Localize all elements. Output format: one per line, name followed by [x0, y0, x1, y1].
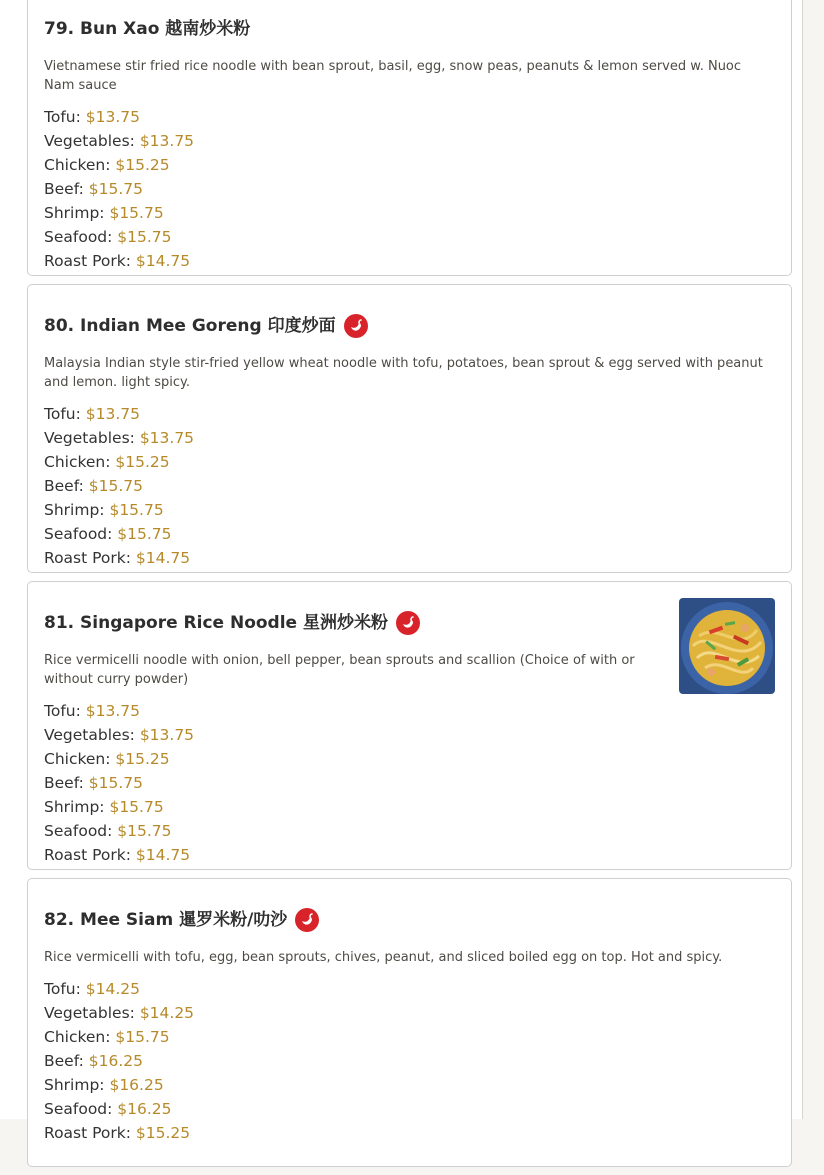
option-price: $15.75 [109, 798, 164, 816]
option-label: Chicken: [44, 1028, 111, 1046]
option-label: Tofu: [44, 980, 81, 998]
option-price: $15.75 [117, 822, 172, 840]
option-price: $16.25 [88, 1052, 144, 1070]
option-label: Shrimp: [44, 798, 105, 816]
menu-item-list [27, 0, 792, 1175]
menu-item-title-text: 80. Indian Mee Goreng 印度炒面 [44, 316, 336, 336]
price-option[interactable] [44, 1121, 775, 1145]
option-price: $15.75 [88, 774, 144, 792]
price-list [44, 699, 775, 867]
chili-icon [396, 611, 420, 635]
option-price: $15.25 [115, 156, 170, 174]
option-label: Tofu: [44, 405, 81, 423]
option-label: Roast Pork: [44, 549, 131, 567]
menu-item-title [44, 313, 775, 339]
price-option[interactable] [44, 723, 775, 747]
price-option[interactable] [44, 747, 775, 771]
option-label: Shrimp: [44, 501, 105, 519]
option-label: Vegetables: [44, 132, 135, 150]
price-option[interactable] [44, 795, 775, 819]
menu-item-card[interactable] [27, 284, 792, 573]
option-price: $15.75 [115, 1028, 170, 1046]
option-price: $14.75 [135, 252, 191, 270]
option-label: Shrimp: [44, 1076, 105, 1094]
option-price: $16.25 [109, 1076, 164, 1094]
chili-icon [295, 908, 319, 932]
option-label: Beef: [44, 774, 84, 792]
option-label: Chicken: [44, 453, 111, 471]
option-price: $14.75 [135, 846, 191, 864]
menu-item-description: Malaysia Indian style stir-fried yellow wheat noodle with tofu, potatoes, bean sprout & egg served with peanut and lemon. light spicy. [44, 356, 763, 390]
price-option[interactable] [44, 426, 775, 450]
price-option[interactable] [44, 129, 775, 153]
option-price: $14.75 [135, 549, 191, 567]
price-option[interactable] [44, 1049, 775, 1073]
option-label: Beef: [44, 180, 84, 198]
option-price: $13.75 [85, 108, 141, 126]
price-option[interactable] [44, 977, 775, 1001]
price-option[interactable] [44, 843, 775, 867]
option-price: $15.75 [109, 204, 164, 222]
menu-item-description: Rice vermicelli with tofu, egg, bean sprouts, chives, peanut, and sliced boiled egg on top. Hot and spicy. [44, 950, 723, 965]
price-option[interactable] [44, 249, 775, 273]
option-price: $13.75 [85, 702, 141, 720]
option-label: Beef: [44, 477, 84, 495]
option-label: Seafood: [44, 525, 113, 543]
menu-item-description: Rice vermicelli noodle with onion, bell pepper, bean sprouts and scallion (Choice of with or without curry powder) [44, 653, 635, 687]
option-label: Vegetables: [44, 726, 135, 744]
option-price: $15.75 [109, 501, 164, 519]
option-price: $13.75 [85, 405, 141, 423]
option-label: Beef: [44, 1052, 84, 1070]
option-label: Seafood: [44, 1100, 113, 1118]
price-option[interactable] [44, 546, 775, 570]
option-label: Shrimp: [44, 204, 105, 222]
price-option[interactable] [44, 498, 775, 522]
option-price: $14.25 [85, 980, 141, 998]
option-price: $16.25 [117, 1100, 172, 1118]
price-list [44, 977, 775, 1145]
option-label: Chicken: [44, 156, 111, 174]
option-label: Roast Pork: [44, 846, 131, 864]
option-label: Seafood: [44, 822, 113, 840]
option-price: $13.75 [139, 132, 195, 150]
price-option[interactable] [44, 699, 775, 723]
option-label: Vegetables: [44, 429, 135, 447]
dish-photo[interactable] [679, 598, 775, 694]
price-option[interactable] [44, 1001, 775, 1025]
price-option[interactable] [44, 771, 775, 795]
price-option[interactable] [44, 402, 775, 426]
price-option[interactable] [44, 474, 775, 498]
price-option[interactable] [44, 522, 775, 546]
option-price: $15.25 [115, 453, 170, 471]
price-option[interactable] [44, 153, 775, 177]
option-label: Vegetables: [44, 1004, 135, 1022]
option-price: $15.75 [88, 477, 144, 495]
option-price: $14.25 [139, 1004, 195, 1022]
option-price: $13.75 [139, 726, 195, 744]
menu-item-title [44, 907, 775, 933]
menu-item-title-text: 81. Singapore Rice Noodle 星洲炒米粉 [44, 613, 389, 633]
menu-item-card[interactable] [27, 581, 792, 870]
option-price: $15.75 [117, 525, 172, 543]
option-label: Chicken: [44, 750, 111, 768]
price-list [44, 105, 775, 273]
option-label: Tofu: [44, 108, 81, 126]
menu-item-title [44, 610, 775, 636]
menu-item-description: Vietnamese stir fried rice noodle with bean sprout, basil, egg, snow peas, peanuts & lemon served w. Nuoc Nam sauce [44, 59, 742, 93]
option-price: $15.75 [117, 228, 172, 246]
menu-item-title-text: 79. Bun Xao 越南炒米粉 [44, 19, 251, 39]
option-label: Seafood: [44, 228, 113, 246]
menu-item-title [44, 16, 775, 42]
chili-icon [344, 314, 368, 338]
price-list [44, 402, 775, 570]
option-price: $15.25 [115, 750, 170, 768]
option-price: $15.75 [88, 180, 144, 198]
option-price: $13.75 [139, 429, 195, 447]
price-option[interactable] [44, 177, 775, 201]
price-option[interactable] [44, 201, 775, 225]
price-option[interactable] [44, 819, 775, 843]
menu-item-card[interactable] [27, 878, 792, 1167]
option-label: Tofu: [44, 702, 81, 720]
option-price: $15.25 [135, 1124, 191, 1142]
menu-item-title-text: 82. Mee Siam 暹罗米粉/叻沙 [44, 910, 288, 930]
option-label: Roast Pork: [44, 1124, 131, 1142]
price-option[interactable] [44, 1073, 775, 1097]
price-option[interactable] [44, 225, 775, 249]
menu-item-card[interactable] [27, 0, 792, 276]
price-option[interactable] [44, 1097, 775, 1121]
price-option[interactable] [44, 450, 775, 474]
price-option[interactable] [44, 1025, 775, 1049]
price-option[interactable] [44, 105, 775, 129]
option-label: Roast Pork: [44, 252, 131, 270]
